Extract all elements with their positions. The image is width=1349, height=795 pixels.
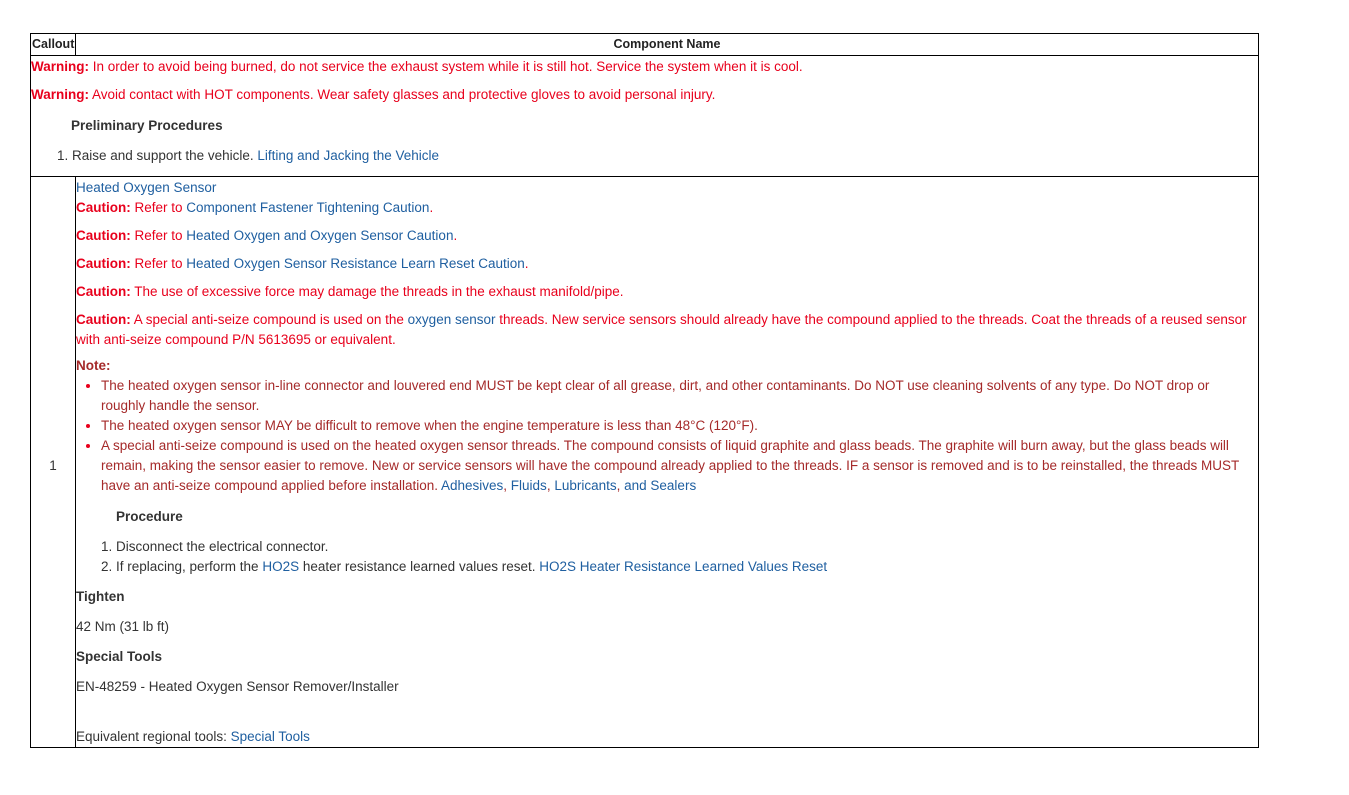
- tighten-value: 42 Nm (31 lb ft): [76, 619, 170, 634]
- caution-fastener: [76, 198, 1252, 218]
- procedure-step-1: 1. Disconnect the electrical connector.: [116, 537, 1252, 557]
- comma: ,: [546, 478, 555, 493]
- lifting-jacking-link[interactable]: Lifting and Jacking the Vehicle: [257, 148, 440, 163]
- caution-text: Refer to: [130, 256, 187, 271]
- warning-label: Warning:: [31, 87, 89, 102]
- component-detail-cell: [76, 177, 1259, 748]
- sealers-link[interactable]: and Sealers: [624, 478, 697, 493]
- note-list: [76, 376, 1252, 496]
- resistance-reset-caution-link[interactable]: Heated Oxygen Sensor Resistance Learn Reset Caution: [186, 256, 525, 271]
- component-row: [31, 177, 1259, 748]
- warning-text: In order to avoid being burned, do not service the exhaust system while it is still hot. Service the system when it is cool.: [89, 59, 803, 74]
- special-tool-item: EN-48259 - Heated Oxygen Sensor Remover/Installer: [76, 679, 399, 694]
- comma: ,: [616, 478, 625, 493]
- callout-number: 1: [31, 177, 76, 748]
- note-text: A special anti-seize compound is used on the heated oxygen sensor threads. The compound consists of liquid graphite and glass beads. The graphite will burn away, but the glass beads will remain, making the sensor easier to remove. New or service sensors will have the compound already applied to the threads. IF a sensor is removed and is to be reinstalled, the threads MUST have an anti-seize compound applied before installation.: [101, 438, 1240, 493]
- caution-text-continued: threads. New service sensors should already have the compound applied to the threads. Coat the threads of a reused sensor with anti-seize compound P/N 5613695 or equivalent.: [76, 312, 1247, 347]
- oxygen-sensor-link[interactable]: oxygen sensor: [407, 312, 496, 327]
- step-text: If replacing, perform the: [116, 559, 263, 574]
- table-header-row: [31, 34, 1259, 56]
- adhesives-link[interactable]: Adhesives: [440, 478, 504, 493]
- fastener-caution-link[interactable]: Component Fastener Tightening Caution: [186, 200, 430, 215]
- heated-oxygen-sensor-link[interactable]: Heated Oxygen Sensor: [76, 180, 217, 195]
- caution-oxygen-sensor: [76, 226, 1252, 246]
- warning-burn: [31, 57, 1258, 77]
- ho2s-reset-link[interactable]: HO2S Heater Resistance Learned Values Reset: [539, 559, 828, 574]
- step-text: Raise and support the vehicle.: [72, 148, 258, 163]
- step-number: 1.: [57, 148, 73, 163]
- preliminary-procedures-title: Preliminary Procedures: [71, 118, 223, 133]
- warning-label: Warning:: [31, 59, 89, 74]
- note-item: • The heated oxygen sensor in-line connector and louvered end MUST be kept clear of all grease, dirt, and other contaminants. Do NOT use cleaning solvents of any type. Do NOT drop or roughly handle the sensor.: [101, 376, 1252, 416]
- note-item: [101, 436, 1252, 496]
- warning-text: Avoid contact with HOT components. Wear safety glasses and protective gloves to avoid personal injury.: [89, 87, 716, 102]
- special-tools-link[interactable]: Special Tools: [230, 729, 310, 744]
- caution-resistance-reset: [76, 254, 1252, 274]
- step-text: heater resistance learned values reset.: [299, 559, 540, 574]
- lubricants-link[interactable]: Lubricants: [554, 478, 617, 493]
- preliminary-step-1: [57, 146, 1258, 166]
- callout-header: Callout: [31, 34, 76, 56]
- caution-label: Caution:: [76, 312, 131, 327]
- caution-text: Refer to: [130, 200, 187, 215]
- caution-period: .: [453, 228, 458, 243]
- component-name-header: Component Name: [76, 34, 1259, 56]
- caution-label: Caution:: [76, 228, 131, 243]
- procedure-title: Procedure: [116, 509, 183, 524]
- caution-label: Caution:: [76, 284, 131, 299]
- procedure-step-2: [116, 557, 1252, 577]
- oxygen-sensor-caution-link[interactable]: Heated Oxygen and Oxygen Sensor Caution: [186, 228, 454, 243]
- preliminary-cell: [31, 56, 1259, 177]
- caution-text: The use of excessive force may damage the threads in the exhaust manifold/pipe.: [130, 284, 624, 299]
- caution-text: A special anti-seize compound is used on the: [130, 312, 408, 327]
- caution-period: .: [524, 256, 529, 271]
- comma: ,: [503, 478, 511, 493]
- note-title: Note:: [76, 358, 111, 373]
- caution-excessive-force: [76, 282, 1252, 302]
- caution-anti-seize: [76, 310, 1252, 350]
- regional-tools-text: Equivalent regional tools:: [76, 729, 231, 744]
- regional-tools: [76, 727, 1252, 747]
- procedure-table: [30, 33, 1259, 748]
- procedure-steps: [76, 537, 1252, 577]
- ho2s-link[interactable]: HO2S: [262, 559, 300, 574]
- tighten-title: Tighten: [76, 589, 125, 604]
- special-tools-title: Special Tools: [76, 649, 163, 664]
- caution-period: .: [429, 200, 434, 215]
- preliminary-row: [31, 56, 1259, 177]
- caution-label: Caution:: [76, 200, 131, 215]
- caution-label: Caution:: [76, 256, 131, 271]
- fluids-link[interactable]: Fluids: [510, 478, 547, 493]
- note-item: • The heated oxygen sensor MAY be difficult to remove when the engine temperature is less than 48°C (120°F).: [101, 416, 1252, 436]
- warning-hot-components: [31, 85, 1258, 105]
- caution-text: Refer to: [130, 228, 187, 243]
